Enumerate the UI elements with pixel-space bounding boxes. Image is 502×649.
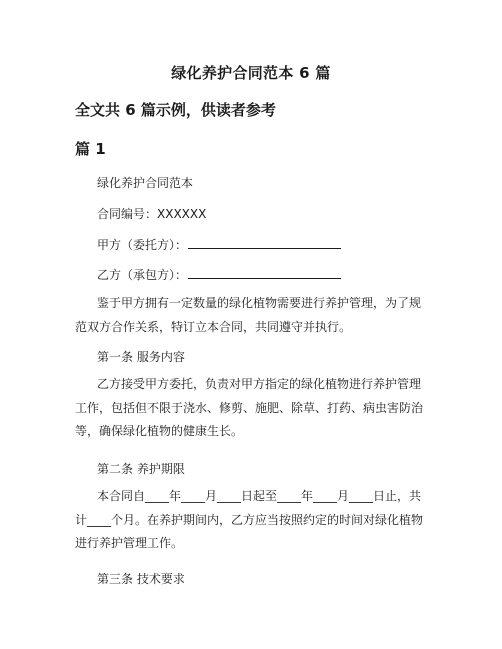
party-b-label: 乙方（承包方）：: [97, 268, 188, 282]
document-title: 绿化养护合同范本 6 篇: [171, 64, 331, 82]
contract-name: 绿化养护合同范本: [97, 176, 194, 190]
article-3-title: 第三条 技术要求: [97, 572, 185, 586]
article-1-title: 第一条 服务内容: [97, 350, 185, 364]
intro-paragraph: 鉴于甲方拥有一定数量的绿化植物需要进行养护管理，为了规范双方合作关系，特订立本合同，共同遵守并执行。: [75, 296, 422, 334]
part-heading: 篇 1: [75, 140, 106, 158]
party-a-label: 甲方（委托方）：: [97, 238, 188, 252]
contract-number: 合同编号：XXXXXX: [97, 207, 207, 221]
article-2-title: 第二条 养护期限: [97, 462, 185, 476]
party-b-blank: [188, 267, 341, 279]
article-1-body: 乙方接受甲方委托，负责对甲方指定的绿化植物进行养护管理工作，包括但不限于浇水、修剪、施肥、除草、打药、病虫害防治等，确保绿化植物的健康生长。: [75, 377, 424, 438]
summary-heading: 全文共 6 篇示例，供读者参考: [75, 101, 276, 119]
party-b-line: [97, 267, 341, 283]
party-a-blank: [188, 237, 341, 249]
article-2-body: 本合同自____年____月____日起至____年____月____日止，共计____个月。在养护期间内，乙方应当按照约定的时间对绿化植物进行养护管理工作。: [75, 489, 424, 550]
party-a-line: [97, 237, 341, 253]
